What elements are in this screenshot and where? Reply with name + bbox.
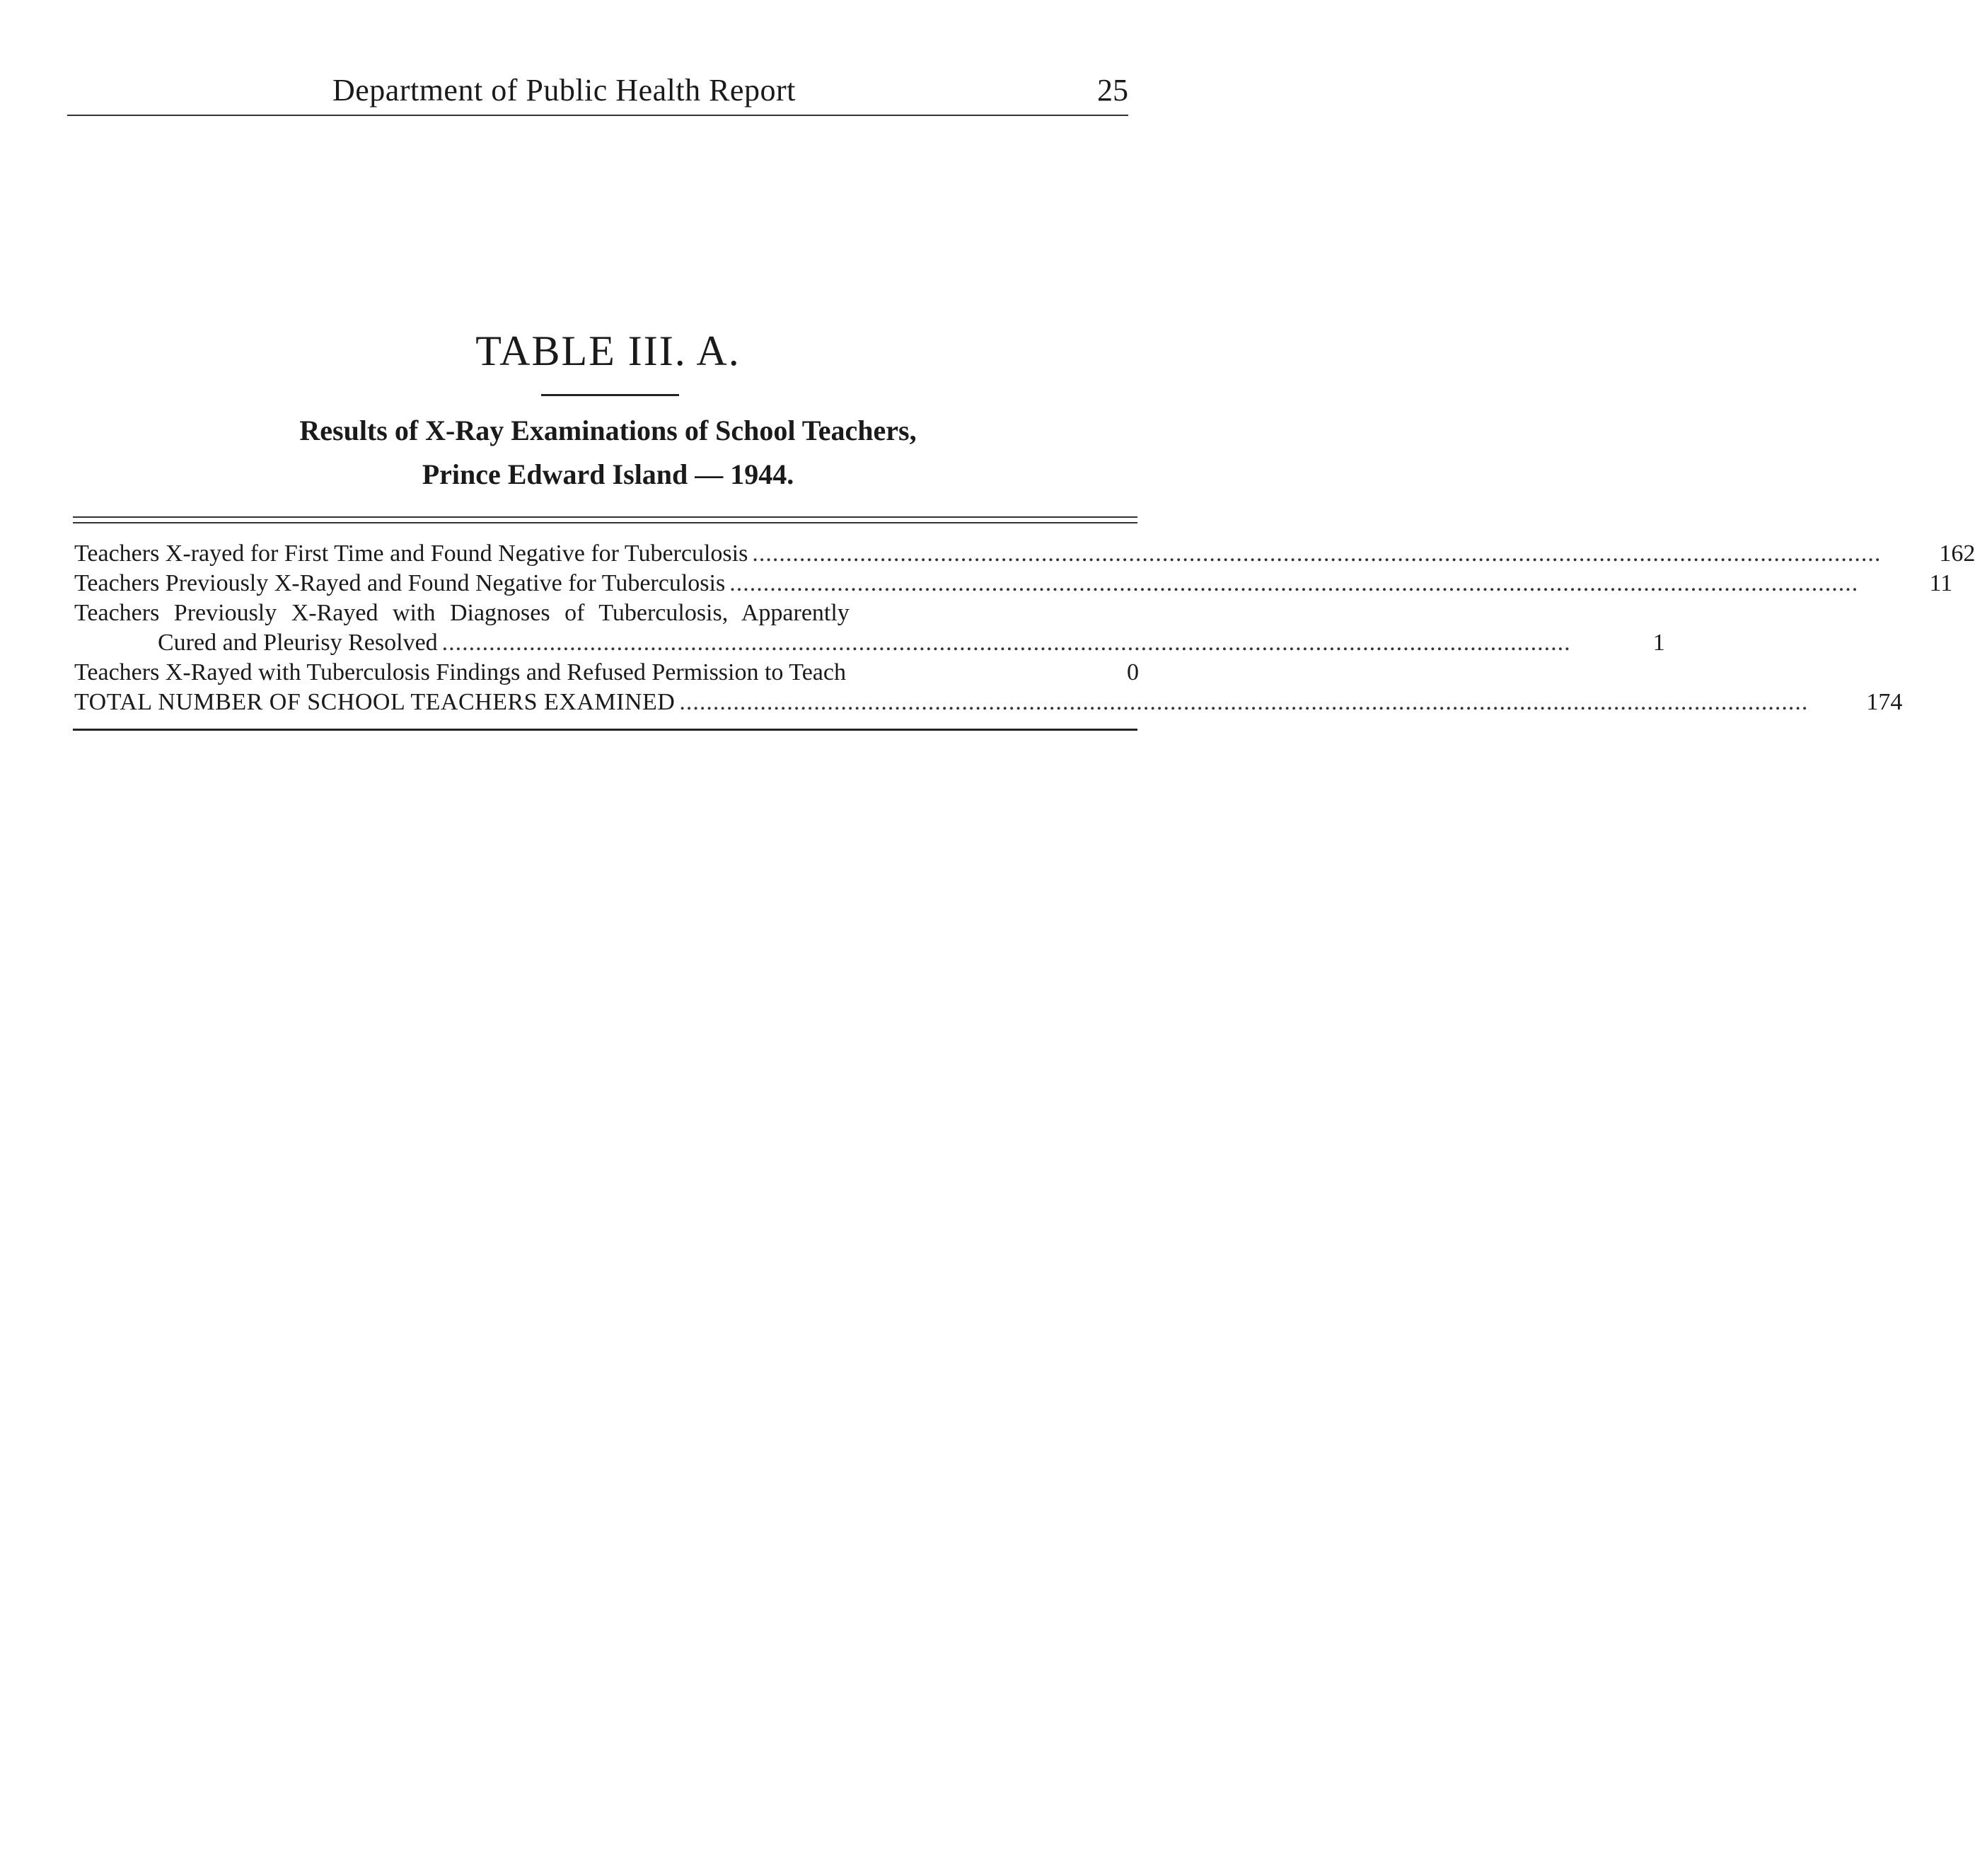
heading-rule — [541, 394, 679, 396]
table-subtitle-line-1: Results of X-Ray Examinations of School Teachers, — [299, 415, 917, 446]
table-top-rule-second — [73, 522, 1137, 523]
table-row — [74, 658, 1139, 688]
table-row — [74, 598, 1665, 658]
table-subtitle-line-2: Prince Edward Island — 1944. — [422, 458, 794, 490]
row-value: 0 — [1127, 659, 1139, 685]
dot-leader: ........................................................................................................................................................................ — [729, 570, 1859, 596]
row-value: 1 — [1652, 630, 1665, 656]
table-top-rule — [73, 516, 1137, 518]
total-value: 174 — [1866, 689, 1903, 715]
table-heading: TABLE III. A. — [475, 328, 741, 374]
row-value: 11 — [1929, 570, 1953, 596]
row-label-first-line: Teachers Previously X-Rayed with Diagnoses of Tuberculosis, Apparently — [74, 600, 850, 626]
row-value: 162 — [1939, 540, 1975, 567]
row-label-line-1 — [74, 598, 1058, 628]
page-number: 25 — [1097, 73, 1128, 108]
total-label: TOTAL NUMBER OF SCHOOL TEACHERS EXAMINED — [74, 689, 676, 715]
row-label-cell — [74, 688, 1821, 717]
total-row — [74, 688, 1903, 717]
dot-leader: ........................................................................................................................................................................ — [441, 630, 1571, 656]
row-label-cell — [74, 569, 1871, 598]
row-label-cell — [74, 628, 1584, 658]
row-label: Teachers X-Rayed with Tuberculosis Findings and Refused Permission to Teach — [74, 659, 846, 685]
dot-leader: ........................................................................................................................................................................ — [752, 540, 1882, 567]
table-row — [74, 539, 1975, 569]
row-label-line-2 — [74, 628, 1665, 658]
dot-leader: ........................................................................................................................................................................ — [679, 689, 1809, 715]
row-label-cell — [74, 539, 1894, 569]
row-label: Teachers Previously X-Rayed and Found Negative for Tuberculosis — [74, 570, 726, 596]
running-header — [67, 71, 1128, 116]
row-label: Teachers X-rayed for First Time and Found Negative for Tuberculosis — [74, 540, 748, 567]
table-row — [74, 569, 1953, 598]
table-bottom-rule — [73, 729, 1137, 731]
results-table — [74, 539, 1975, 717]
running-header-title: Department of Public Health Report — [332, 73, 796, 108]
row-label-second-line: Cured and Pleurisy Resolved — [158, 630, 438, 656]
row-label-cell — [74, 658, 1058, 688]
